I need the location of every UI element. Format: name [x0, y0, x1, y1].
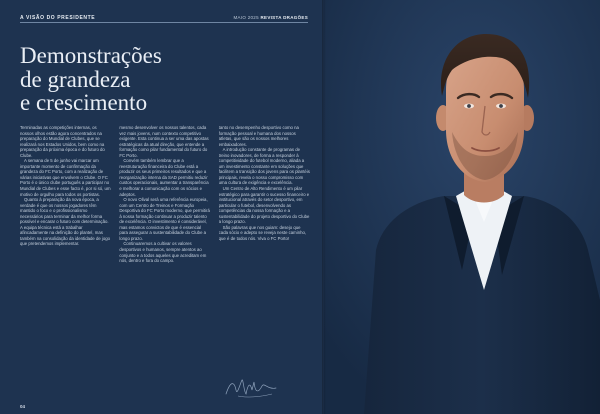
paragraph: Quanto à preparação da nova época, a verdade é que os nossos jogadores têm mantido o foco e o profissionalismo necessários para terminar da melhor forma possível e encarar o futuro com determinação. A equipa técnica está a trabalhar afincadamente na definição do plantel, mas também na consolidação da identidade de jogo que pretendemos implementar. — [20, 197, 111, 247]
paragraph: Continuaremos a cultivar os valores desportivos e humanos, sempre atentos ao conjunto e a todos aqueles que acreditam em nós, dentro e fora do campo. — [119, 241, 207, 264]
headline-line-2: de grandeza — [20, 66, 131, 92]
issue-line — [233, 15, 308, 20]
section-tag: A VISÃO DO PRESIDENTE — [20, 15, 96, 21]
signature-icon — [222, 372, 280, 402]
issue-date: MAIO 2025 — [233, 15, 259, 20]
paragraph: Convém também lembrar que a reestruturação financeira do Clube está a produzir os seus primeiros resultados e que a reorganização interna da SAD permitiu reduzir custos operacionais, aumentar a transparência e melhorar a comunicação com os sócios e adeptos. — [119, 158, 209, 197]
paragraph: O novo Olival será uma referência europeia, com um Centro de Treinos e Formação Desportiva do FC Porto moderno, que permitirá à nossa formação continuar a produzir talento de excelência. O investimento é considerável, mas estamos convictos de que é essencial para assegurar a sustentabilidade do Clube a longo prazo. — [119, 197, 210, 241]
president-portrait — [324, 0, 600, 414]
magazine-name: REVISTA DRAGÕES — [260, 15, 308, 20]
paragraph: Um Centro de Alto Rendimento é um pilar estratégico para garantir o sucesso financeiro e institucional através do setor desportivo, em particular o futebol, desenvolvendo as competências da nossa formação e a sustentabilidade do projeto desportivo do Clube a longo prazo. — [218, 186, 310, 225]
paragraph: tanto no desempenho desportivo como na formação pessoal e humana dos nossos atletas, que são os nossos melhores embaixadores. — [218, 125, 299, 147]
paragraph: São palavras que nos guiam: desejo que cada sócio e adepto se reveja neste caminho, que é de todos nós. Viva o FC Porto! — [218, 224, 307, 241]
paragraph: A semana de 5 de junho vai marcar um importante momento de confirmação da grandeza do FC Porto, com a realização de várias iniciativas que envolvem o Clube. O FC Porto é o único clube português a participar no Mundial de Clubes e esse facto é, por si só, um motivo de orgulho para todos os portistas. — [20, 158, 111, 197]
page-number: 04 — [20, 404, 26, 409]
headline-line-1: Demonstrações — [20, 43, 162, 68]
paragraph: mesmo desenvolver os nossos talentos, cada vez mais jovens, num contexto competitivo exigente. Esta continua a ser uma das apostas estratégicas da atual direção, que entende a formação como pilar fundamental do futuro do FC Porto. — [119, 125, 209, 158]
right-page-photo — [324, 0, 600, 414]
body-column-1 — [20, 125, 111, 375]
article-body — [20, 125, 310, 375]
headline-line-3: e crescimento — [20, 90, 148, 115]
body-column-2 — [119, 125, 210, 375]
body-column-3 — [219, 125, 310, 375]
article-headline — [20, 44, 260, 115]
paragraph: A introdução constante de programas de treino inovadores, de forma a responder à competitividade do futebol moderno, aliada a um investimento constante em soluções que facilitem a transição dos jovens para os plantéis principais, revela o nosso compromisso com uma cultura de exigência e excelência. — [218, 147, 310, 186]
page-gutter — [322, 0, 326, 414]
header-divider — [20, 22, 308, 23]
paragraph: Terminadas as competições internas, os nossos olhos estão agora concentrados na preparação do Mundial de Clubes, que se realizará nos Estados Unidos, bem como na preparação da próxima época e do futuro do Clube. — [20, 125, 105, 158]
